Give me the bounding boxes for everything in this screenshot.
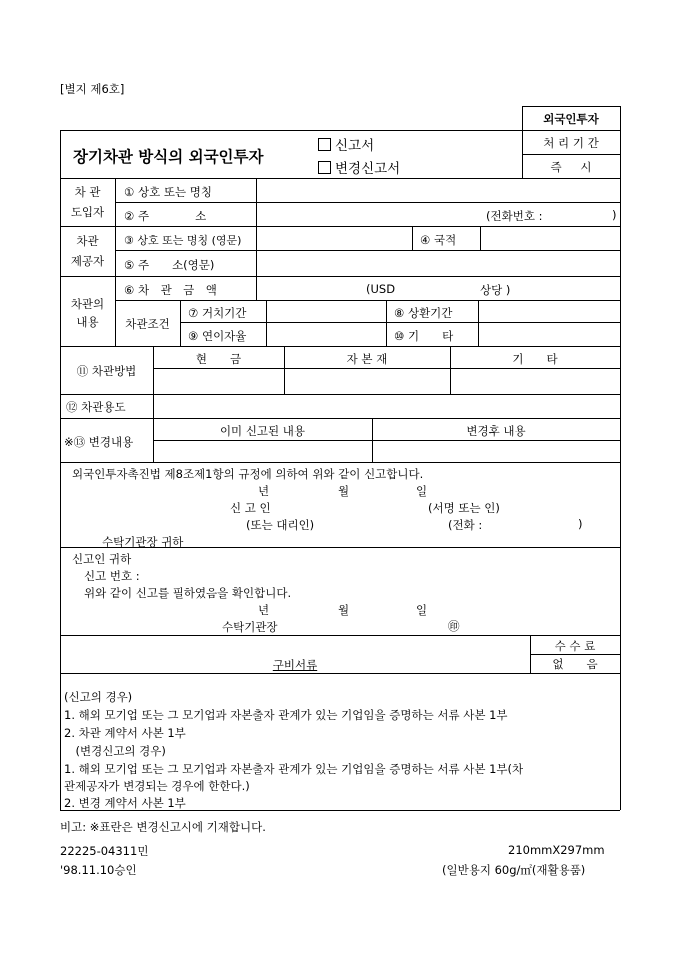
paper-size: 210mmX297mm [508,843,605,857]
grace-field[interactable] [268,302,384,320]
provider-name-label: ③ 상호 또는 명칭 (영문) [124,234,242,247]
repay-field[interactable] [480,302,618,320]
method-capital-field[interactable] [286,370,448,392]
change-after-field[interactable] [374,442,618,460]
change-label: ※⑬ 변경내용 [64,435,134,449]
form-label: [별지 제6호] [60,82,125,96]
method-cash-header: 현 금 [195,352,242,366]
requirement-line: (신고의 경우) [64,690,133,704]
reporter-label: 신 고 인 [230,501,271,515]
approval-date: '98.11.10승인 [60,863,137,877]
confirmation-number: 신고 번호 : [84,569,140,583]
requirement-line: (변경신고의 경우) [64,744,166,758]
importer-phone-label: (전화번호 : [486,209,543,223]
provider-nation-field[interactable] [482,228,618,248]
confirmation-day: 일 [416,603,428,617]
provider-group-line1: 차관 [76,234,99,248]
requirement-line: 2. 변경 계약서 사본 1부 [64,796,186,810]
importer-address-label: ② 주 소 [124,209,207,223]
usage-field[interactable] [155,396,618,416]
other-field[interactable] [480,324,618,344]
report-checkbox[interactable] [318,138,331,151]
amount-close: 상당 ) [480,283,511,297]
processing-label: 처 리 기 간 [543,136,599,150]
confirmation-month: 월 [338,603,350,617]
provider-nation-label: ④ 국적 [420,233,457,247]
terms-label: 차관조건 [125,317,170,331]
change-after-header: 변경후 내용 [466,424,526,438]
change-report-option-label: 변경신고서 [335,161,401,177]
form-title: 장기차관 방식의 외국인투자 [73,148,264,166]
fee-value: 없 음 [552,657,598,671]
declaration-day: 일 [416,484,428,498]
declaration-addressee: 수탁기관장 귀하 [102,535,184,549]
requirement-line: 1. 해외 모기업 또는 그 모기업과 자본출자 관계가 있는 기업임을 증명하는 서류 사본 1부 [64,708,508,722]
documents-title: 구비서류 [272,658,318,672]
rate-label: ⑨ 연이자율 [188,329,247,343]
confirmation-statement: 위와 같이 신고를 필하였음을 확인합니다. [84,586,292,600]
importer-name-field[interactable] [258,180,618,200]
importer-group-line1: 차 관 [74,185,101,199]
grace-label: ⑦ 거치기간 [188,306,247,320]
importer-name-label: ① 상호 또는 명칭 [124,185,212,199]
method-cash-field[interactable] [155,370,282,392]
form-code: 22225-04311민 [60,844,149,858]
provider-group-line2: 제공자 [70,254,105,268]
declaration-statement: 외국인투자촉진법 제8조제1항의 규정에 의하여 위와 같이 신고합니다. [72,467,424,481]
requirement-line: 2. 차관 계약서 사본 1부 [64,726,186,740]
paper-spec: (일반용지 60g/㎡(재활용품) [442,863,586,877]
declaration-month: 월 [338,484,350,498]
change-before-header: 이미 신고된 내용 [219,424,306,438]
change-report-checkbox[interactable] [318,161,331,174]
agent-label: (또는 대리인) [246,518,315,532]
importer-group-line2: 도입자 [70,205,105,219]
amount-label: ⑥ 차 관 금 액 [124,283,217,297]
provider-address-field[interactable] [258,252,618,274]
seal-mark: ㊞ [448,619,460,633]
confirmation-year: 년 [258,603,270,617]
report-option[interactable] [318,134,374,154]
provider-address-label: ⑤ 주 소(영문) [124,258,215,272]
importer-address-field[interactable] [258,204,478,224]
fee-label: 수 수 료 [554,639,596,653]
requirement-line: 관제공자가 변경되는 경우에 한한다.) [64,779,250,793]
report-option-label: 신고서 [335,138,375,154]
footer-note: 비고: ※표란은 변경신고시에 기재합니다. [60,820,266,834]
confirmation-addressee: 신고인 귀하 [72,552,132,566]
method-other-header: 기 타 [512,352,558,366]
content-group-line1: 차관의 [70,297,105,311]
amount-open: (USD [366,282,396,296]
reporter-sign: (서명 또는 인) [428,501,500,515]
method-other-field[interactable] [452,370,618,392]
other-label: ⑩ 기 타 [394,329,454,343]
importer-phone-close: ) [612,208,617,222]
usage-label: ⑫ 차관용도 [66,400,126,414]
processing-value: 즉 시 [550,160,592,174]
provider-name-field[interactable] [258,228,410,248]
change-report-option[interactable] [318,157,400,177]
declaration-year: 년 [258,484,270,498]
method-capital-header: 자 본 재 [346,352,388,366]
declaration-phone-close: ) [578,517,583,531]
declaration-phone-label: (전화 : [448,518,483,532]
rate-field[interactable] [268,324,384,344]
confirmation-agency: 수탁기관장 [222,620,278,634]
method-label: ⑪ 차관방법 [76,364,137,378]
side-label: 외국인투자 [543,112,599,126]
content-group-line2: 내용 [76,315,99,329]
requirement-line: 1. 해외 모기업 또는 그 모기업과 자본출자 관계가 있는 기업임을 증명하는 서류 사본 1부(차 [64,762,524,776]
change-before-field[interactable] [155,442,370,460]
repay-label: ⑧ 상환기간 [394,306,453,320]
